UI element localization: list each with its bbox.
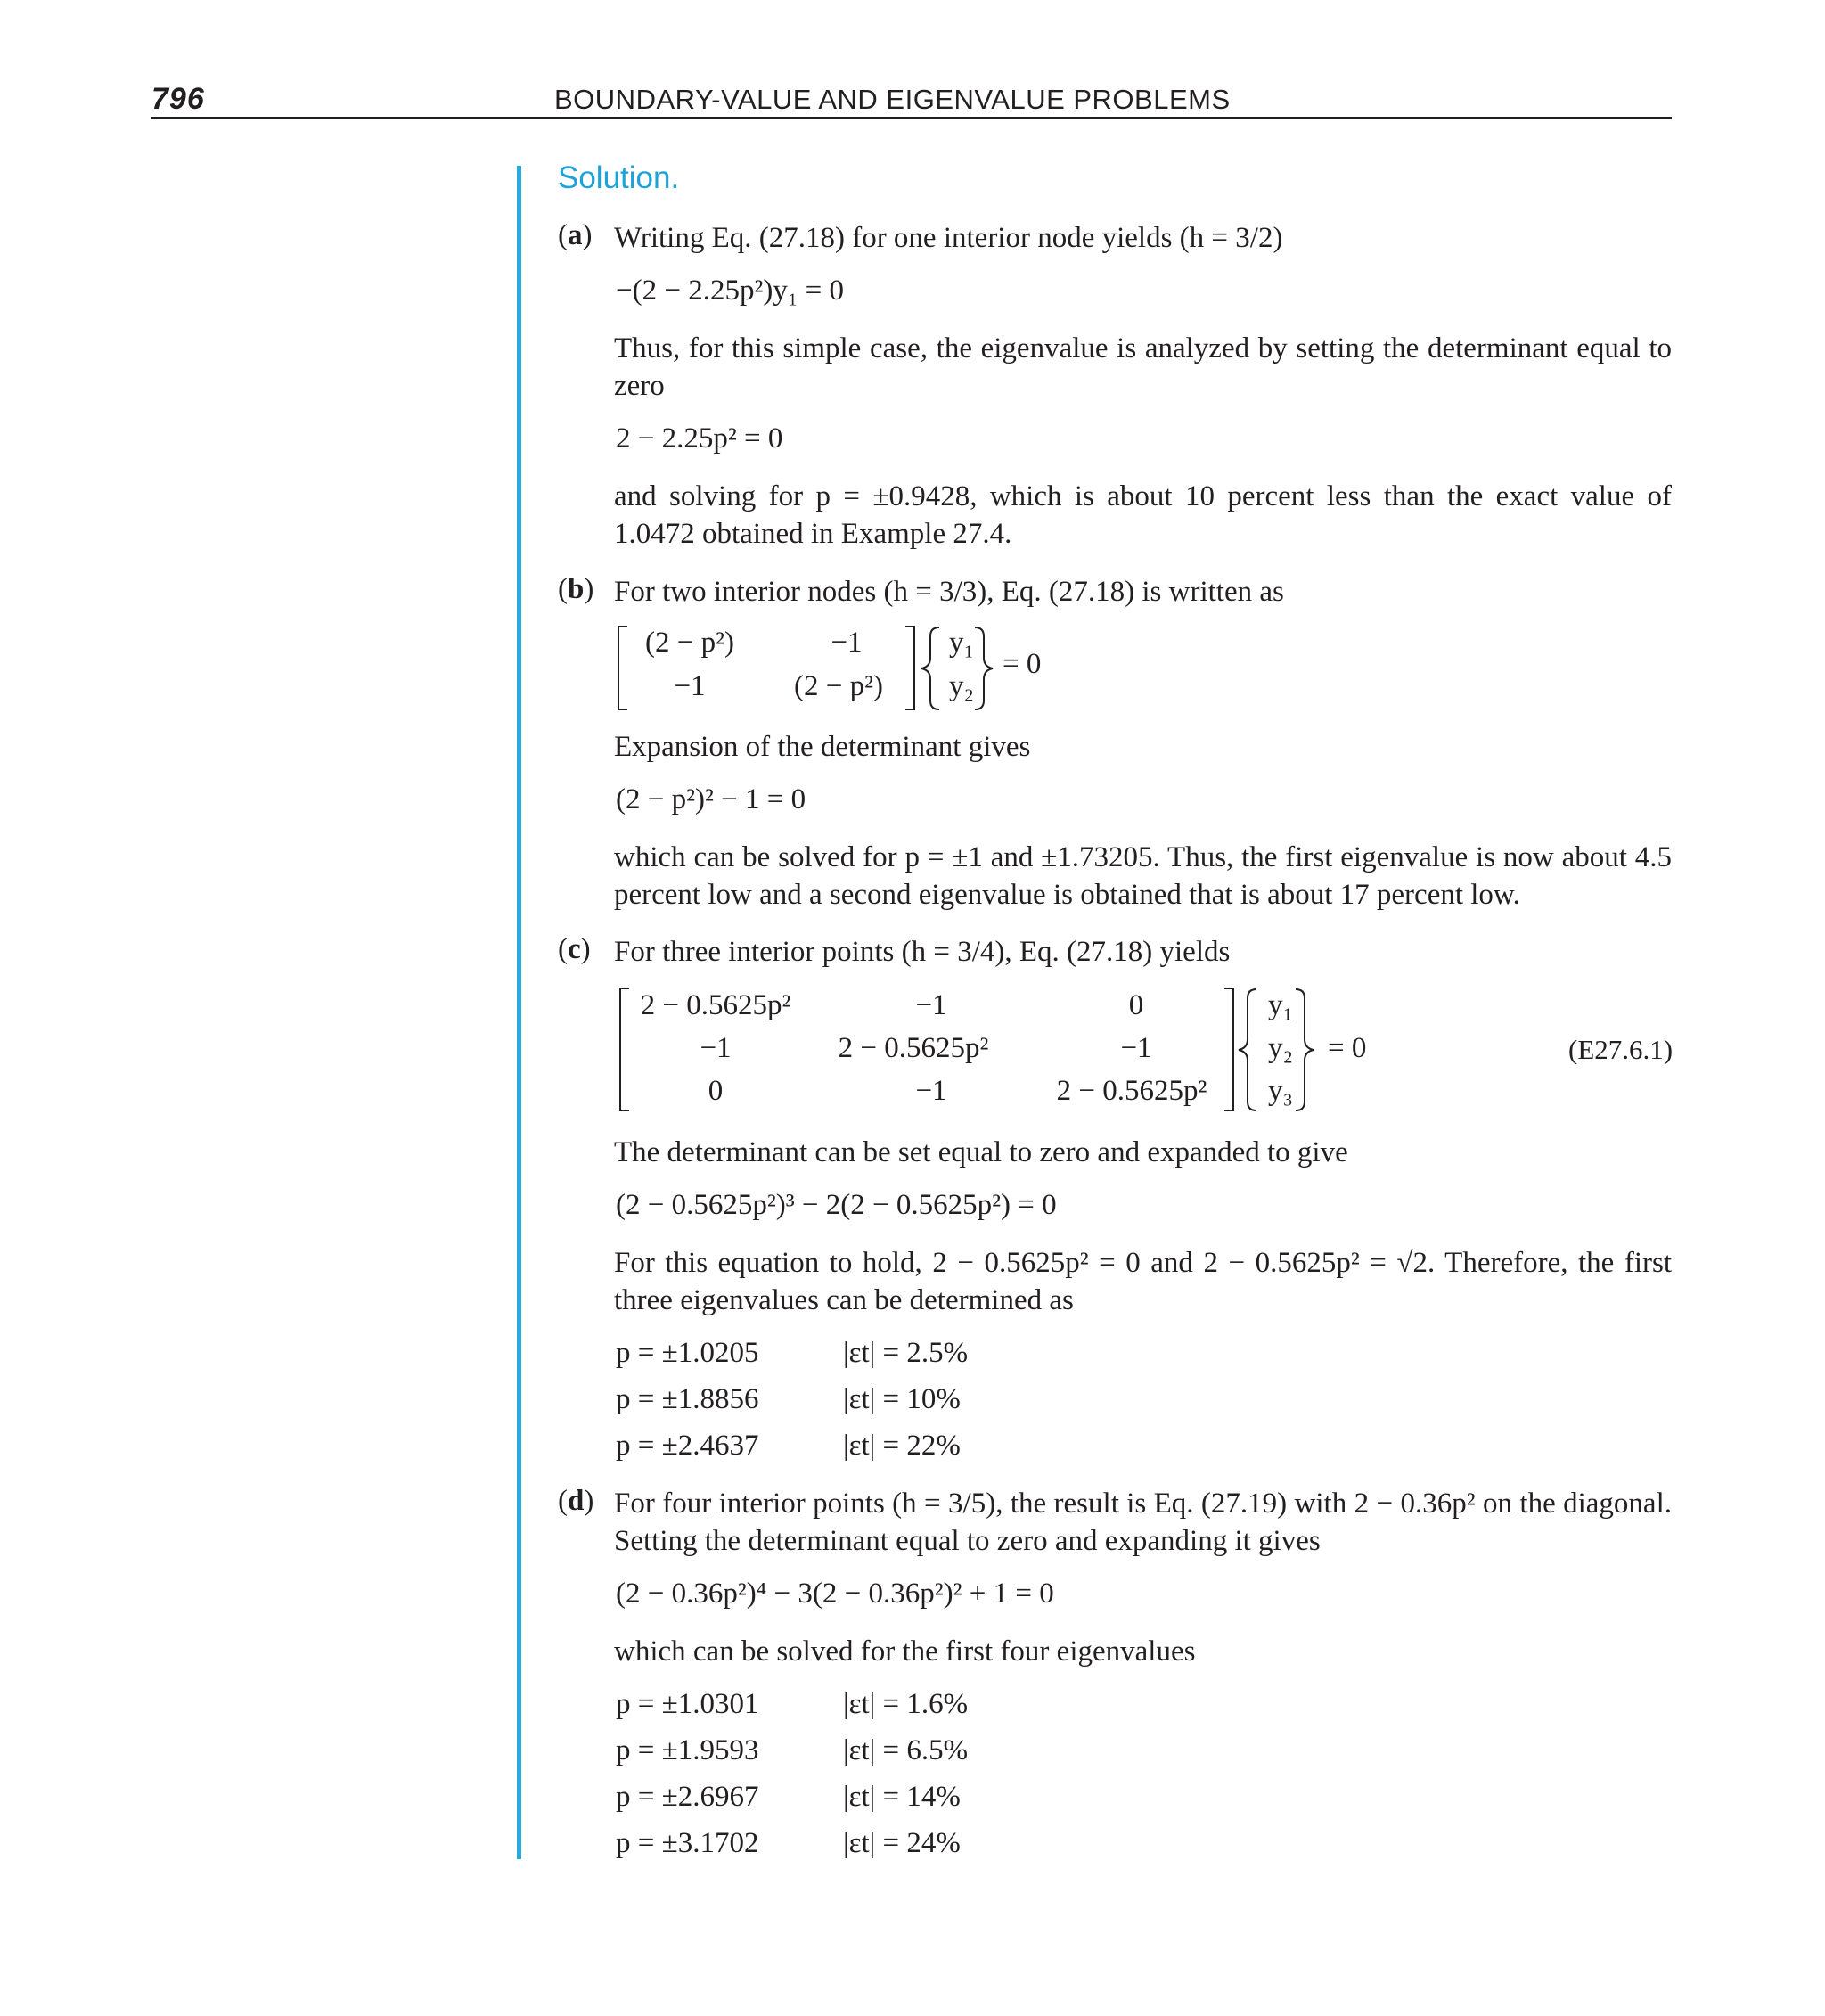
eigenvalue: p = ±1.0301 <box>616 1688 759 1720</box>
matrix-c-cell-3-2: −1 <box>915 1075 947 1107</box>
vector-c-y3: y₃ <box>1267 1075 1293 1107</box>
vector-b-y2: y₂ <box>948 670 974 702</box>
relative-error: |εt| = 24% <box>843 1827 961 1859</box>
matrix-c-cell-3-3: 2 − 0.5625p² <box>1056 1075 1207 1107</box>
eigenvalue: p = ±1.8856 <box>616 1383 759 1415</box>
part-c-text-1: The determinant can be set equal to zero and expanded to give <box>614 1136 1348 1168</box>
page-number: 796 <box>151 82 205 116</box>
part-a-intro: Writing Eq. (27.18) for one interior node yields (h = 3/2) <box>614 222 1283 254</box>
vector-c-y1: y₁ <box>1267 989 1293 1021</box>
matrix-c-cell-2-2: 2 − 0.5625p² <box>838 1032 989 1064</box>
part-b-intro: For two interior nodes (h = 3/3), Eq. (27.18) is written as <box>614 576 1284 608</box>
part-d-label: (d) <box>558 1485 594 1517</box>
part-b-text-1: Expansion of the determinant gives <box>614 731 1031 763</box>
part-b-label: (b) <box>558 573 594 605</box>
part-c-intro: For three interior points (h = 3/4), Eq. (27.18) yields <box>614 936 1231 968</box>
matrix-b-cell-1-2: −1 <box>831 627 863 659</box>
vector-c-y2: y₂ <box>1267 1032 1293 1064</box>
relative-error: |εt| = 10% <box>843 1383 961 1415</box>
eigenvalue: p = ±2.4637 <box>616 1430 759 1462</box>
part-b-equation-1: (2 − p²)² − 1 = 0 <box>616 783 806 815</box>
part-d-equation-1: (2 − 0.36p²)⁴ − 3(2 − 0.36p²)² + 1 = 0 <box>616 1578 1054 1610</box>
vector-b-y1: y₁ <box>948 627 974 659</box>
solution-side-bar <box>517 166 521 1859</box>
matrix-b-cell-2-1: −1 <box>674 670 706 702</box>
relative-error: |εt| = 14% <box>843 1781 961 1813</box>
running-head: BOUNDARY-VALUE AND EIGENVALUE PROBLEMS <box>554 84 1231 115</box>
part-a-text-1: Thus, for this simple case, the eigenvalue is analyzed by setting the determinant equal to zero <box>614 332 1672 402</box>
matrix-c-equals: = 0 <box>1328 1032 1367 1064</box>
part-a-text-2: and solving for p = ±0.9428, which is about 10 percent less than the exact value of 1.0472 obtained in Example 27.4. <box>614 480 1672 550</box>
matrix-b-cell-2-2: (2 − p²) <box>794 670 883 702</box>
relative-error: |εt| = 1.6% <box>843 1688 969 1720</box>
equation-number-e27-6-1: (E27.6.1) <box>1568 1034 1674 1065</box>
matrix-c-cell-2-1: −1 <box>700 1032 732 1064</box>
eigenvalue: p = ±1.9593 <box>616 1734 759 1766</box>
eigenvalue: p = ±1.0205 <box>616 1337 759 1369</box>
part-a-label: (a) <box>558 219 593 251</box>
eigenvalue: p = ±3.1702 <box>616 1827 759 1859</box>
relative-error: |εt| = 2.5% <box>843 1337 969 1369</box>
part-c-label: (c) <box>558 933 591 965</box>
matrix-c-cell-2-3: −1 <box>1120 1032 1152 1064</box>
solution-title: Solution. <box>558 160 680 195</box>
matrix-c-cell-1-2: −1 <box>915 989 947 1021</box>
part-d-intro: For four interior points (h = 3/5), the result is Eq. (27.19) with 2 − 0.36p² on the diagonal. Setting the determinant equal to zero and expanding it gives <box>614 1487 1672 1557</box>
matrix-b-equals: = 0 <box>1003 648 1042 680</box>
part-c-equation-1: (2 − 0.5625p²)³ − 2(2 − 0.5625p²) = 0 <box>616 1189 1057 1221</box>
relative-error: |εt| = 22% <box>843 1430 961 1462</box>
matrix-c-cell-3-1: 0 <box>708 1075 724 1107</box>
part-c-text-2: For this equation to hold, 2 − 0.5625p² = 0 and 2 − 0.5625p² = √2. Therefore, the first three eigenvalues can be determined as <box>614 1247 1672 1316</box>
part-a-equation-2: 2 − 2.25p² = 0 <box>616 422 783 455</box>
part-b-text-2: which can be solved for p = ±1 and ±1.73205. Thus, the first eigenvalue is now about 4.5 percent low and a second eigenvalue is obtained that is about 17 percent low. <box>614 841 1672 911</box>
part-a-equation-1: −(2 − 2.25p²)y₁ = 0 <box>616 275 844 307</box>
matrix-c-cell-1-1: 2 − 0.5625p² <box>640 989 791 1021</box>
relative-error: |εt| = 6.5% <box>843 1734 969 1766</box>
matrix-c-cell-1-3: 0 <box>1128 989 1144 1021</box>
header-rule <box>151 117 1672 119</box>
eigenvalue: p = ±2.6967 <box>616 1781 759 1813</box>
matrix-b-cell-1-1: (2 − p²) <box>645 627 734 659</box>
part-d-text-1: which can be solved for the first four eigenvalues <box>614 1635 1196 1668</box>
